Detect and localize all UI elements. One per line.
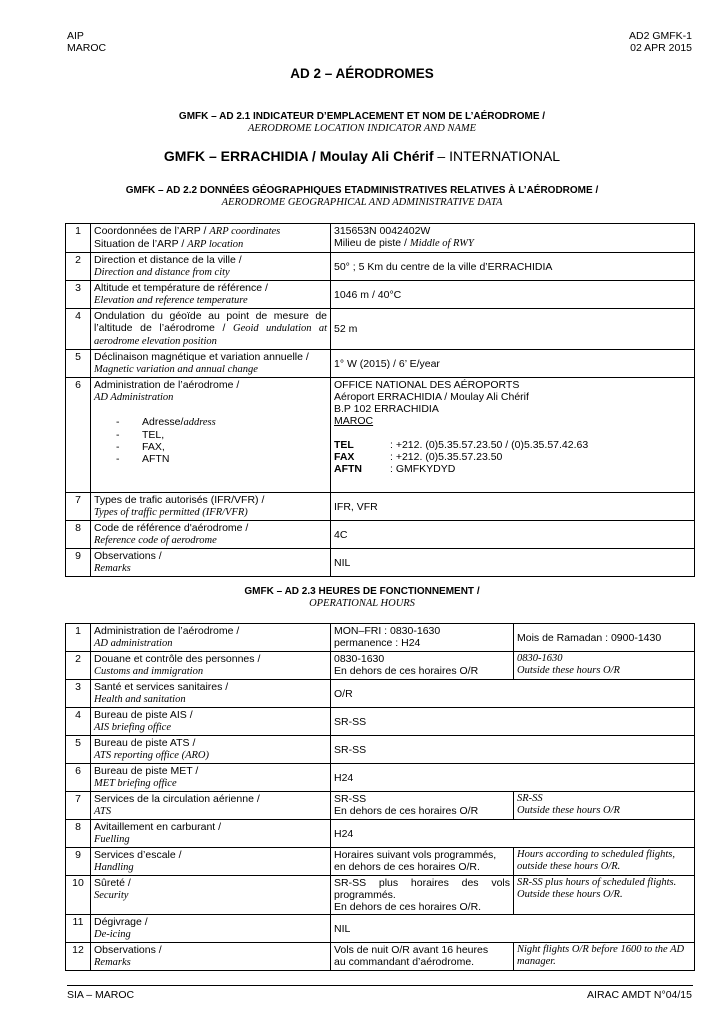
row-value: SR-SS xyxy=(331,708,695,736)
row-value-en: SR-SS Outside these hours O/R xyxy=(514,792,695,820)
row-number: 11 xyxy=(66,915,91,943)
row-value-en: SR-SS plus hours of scheduled flights. Outside these hours O/R. xyxy=(514,876,695,915)
table-row xyxy=(66,820,695,848)
row-value-en: Mois de Ramadan : 0900-1430 xyxy=(514,624,695,652)
table-row xyxy=(66,943,695,971)
row-value-en: Hours according to scheduled flights, outside these hours O/R. xyxy=(514,848,695,876)
row-value: SR-SS En dehors de ces horaires O/R xyxy=(331,792,514,820)
page-header-right xyxy=(629,30,692,54)
row-number: 3 xyxy=(66,680,91,708)
row-label: Bureau de piste MET / MET briefing office xyxy=(91,764,331,792)
row-number: 6 xyxy=(66,764,91,792)
table-row xyxy=(66,309,695,350)
row-value: SR-SS plus horaires des vols programmés. En dehors de ces horaires O/R. xyxy=(331,876,514,915)
row-value: MON–FRI : 0830-1630 permanence : H24 xyxy=(331,624,514,652)
table-row xyxy=(66,680,695,708)
row-value: 1046 m / 40°C xyxy=(331,281,695,309)
header-country: MAROC xyxy=(67,42,107,54)
document-title: AD 2 – AÉRODROMES xyxy=(290,66,434,81)
table-row xyxy=(66,378,695,493)
row-label: Ondulation du géoïde au point de mesure de l’altitude de l’aérodrome / Geoid undulation at aerodrome elevation position xyxy=(91,309,331,350)
row-label: Avitaillement en carburant / Fuelling xyxy=(91,820,331,848)
row-number: 12 xyxy=(66,943,91,971)
row-number: 8 xyxy=(66,521,91,549)
section-2-2-heading xyxy=(0,185,724,209)
row-number: 9 xyxy=(66,549,91,577)
row-label: Observations / Remarks xyxy=(91,943,331,971)
table-row xyxy=(66,253,695,281)
table-row xyxy=(66,708,695,736)
row-number: 4 xyxy=(66,309,91,350)
aerodrome-name-suffix: – INTERNATIONAL xyxy=(433,148,561,164)
table-row xyxy=(66,652,695,680)
row-label: Bureau de piste ATS / ATS reporting office (ARO) xyxy=(91,736,331,764)
row-value: 1° W (2015) / 6’ E/year xyxy=(331,350,695,378)
footer-right: AIRAC AMDT N°04/15 xyxy=(587,989,692,1001)
geographical-data-table xyxy=(65,223,695,577)
row-label: Services d’escale / Handling xyxy=(91,848,331,876)
row-number: 7 xyxy=(66,792,91,820)
page-header-left xyxy=(67,30,106,54)
header-date: 02 APR 2015 xyxy=(630,42,692,54)
row-label: Administration de l’aérodrome / AD Administration - Adresse/address - TEL, - FAX, - AFTN xyxy=(91,378,331,493)
section-2-3-title-en: OPERATIONAL HOURS xyxy=(309,598,415,609)
row-value: H24 xyxy=(331,764,695,792)
row-label: Altitude et température de référence / Elevation and reference temperature xyxy=(91,281,331,309)
table-row xyxy=(66,915,695,943)
table-row xyxy=(66,493,695,521)
row-value: H24 xyxy=(331,820,695,848)
section-2-3-title-fr: GMFK – AD 2.3 HEURES DE FONCTIONNEMENT / xyxy=(244,586,480,597)
row-value: IFR, VFR xyxy=(331,493,695,521)
table-row xyxy=(66,224,695,253)
row-label: Coordonnées de l’ARP / ARP coordinates Situation de l’ARP / ARP location xyxy=(91,224,331,253)
row-label: Sûreté / Security xyxy=(91,876,331,915)
row-value: 315653N 0042402W Milieu de piste / Middle of RWY xyxy=(331,224,695,253)
row-number: 1 xyxy=(66,624,91,652)
row-value: SR-SS xyxy=(331,736,695,764)
row-number: 5 xyxy=(66,736,91,764)
footer-divider xyxy=(67,985,693,986)
table-row xyxy=(66,736,695,764)
row-value: Horaires suivant vols programmés, en dehors de ces horaires O/R. xyxy=(331,848,514,876)
row-number: 4 xyxy=(66,708,91,736)
row-value: 50° ; 5 Km du centre de la ville d’ERRACHIDIA xyxy=(331,253,695,281)
row-value: NIL xyxy=(331,549,695,577)
row-number: 1 xyxy=(66,224,91,253)
aerodrome-name xyxy=(0,148,724,164)
header-aip: AIP xyxy=(67,30,84,42)
row-number: 7 xyxy=(66,493,91,521)
table-row xyxy=(66,281,695,309)
row-number: 5 xyxy=(66,350,91,378)
header-page-id: AD2 GMFK-1 xyxy=(628,30,692,42)
section-2-2-title-en: AERODROME GEOGRAPHICAL AND ADMINISTRATIVE DATA xyxy=(221,197,503,208)
table-row xyxy=(66,876,695,915)
row-label: Dégivrage / De-icing xyxy=(91,915,331,943)
table-row xyxy=(66,624,695,652)
row-number: 9 xyxy=(66,848,91,876)
table-row xyxy=(66,848,695,876)
row-value: OFFICE NATIONAL DES AÉROPORTS Aéroport ERRACHIDIA / Moulay Ali Chérif B.P 102 ERRACHIDIA MAROC TEL : +212. (0)5.35.57.23.50 / (0)5.35.57.42.63 FAX : +212. (0)5.35.57.23.50 AFTN : GMFKYDYD xyxy=(331,378,695,493)
section-2-3-heading xyxy=(0,586,724,610)
row-number: 10 xyxy=(66,876,91,915)
footer-left: SIA – MAROC xyxy=(67,989,135,1001)
row-number: 3 xyxy=(66,281,91,309)
row-number: 6 xyxy=(66,378,91,493)
row-label: Observations / Remarks xyxy=(91,549,331,577)
table-row xyxy=(66,549,695,577)
aerodrome-name-bold: GMFK – ERRACHIDIA / Moulay Ali Chérif xyxy=(163,148,434,164)
table-row xyxy=(66,350,695,378)
section-2-1-title-fr: GMFK – AD 2.1 INDICATEUR D’EMPLACEMENT ET NOM DE L’AÉRODROME / xyxy=(178,111,546,122)
row-number: 2 xyxy=(66,253,91,281)
row-value: 0830-1630 En dehors de ces horaires O/R xyxy=(331,652,514,680)
row-value: NIL xyxy=(331,915,695,943)
row-label: Déclinaison magnétique et variation annuelle / Magnetic variation and annual change xyxy=(91,350,331,378)
row-value: 4C xyxy=(331,521,695,549)
row-number: 2 xyxy=(66,652,91,680)
row-value: O/R xyxy=(331,680,695,708)
section-2-1-heading xyxy=(0,111,724,135)
table-row xyxy=(66,792,695,820)
row-label: Douane et contrôle des personnes / Customs and immigration xyxy=(91,652,331,680)
operational-hours-table xyxy=(65,623,695,971)
row-label: Direction et distance de la ville / Direction and distance from city xyxy=(91,253,331,281)
section-2-1-title-en: AERODROME LOCATION INDICATOR AND NAME xyxy=(247,123,477,134)
row-value: 52 m xyxy=(331,309,695,350)
row-value-en: 0830-1630 Outside these hours O/R xyxy=(514,652,695,680)
table-row xyxy=(66,521,695,549)
table-row xyxy=(66,764,695,792)
row-label: Code de référence d'aérodrome / Reference code of aerodrome xyxy=(91,521,331,549)
row-label: Santé et services sanitaires / Health and sanitation xyxy=(91,680,331,708)
row-number: 8 xyxy=(66,820,91,848)
row-value-en: Night flights O/R before 1600 to the AD manager. xyxy=(514,943,695,971)
row-value: Vols de nuit O/R avant 16 heures au commandant d’aérodrome. xyxy=(331,943,514,971)
row-label: Administration de l’aérodrome / AD administration xyxy=(91,624,331,652)
row-label: Types de trafic autorisés (IFR/VFR) / Types of traffic permitted (IFR/VFR) xyxy=(91,493,331,521)
row-label: Services de la circulation aérienne / ATS xyxy=(91,792,331,820)
row-label: Bureau de piste AIS / AIS briefing office xyxy=(91,708,331,736)
section-2-2-title-fr: GMFK – AD 2.2 DONNÉES GÉOGRAPHIQUES ETADMINISTRATIVES RELATIVES À L’AÉRODROME / xyxy=(125,185,599,196)
